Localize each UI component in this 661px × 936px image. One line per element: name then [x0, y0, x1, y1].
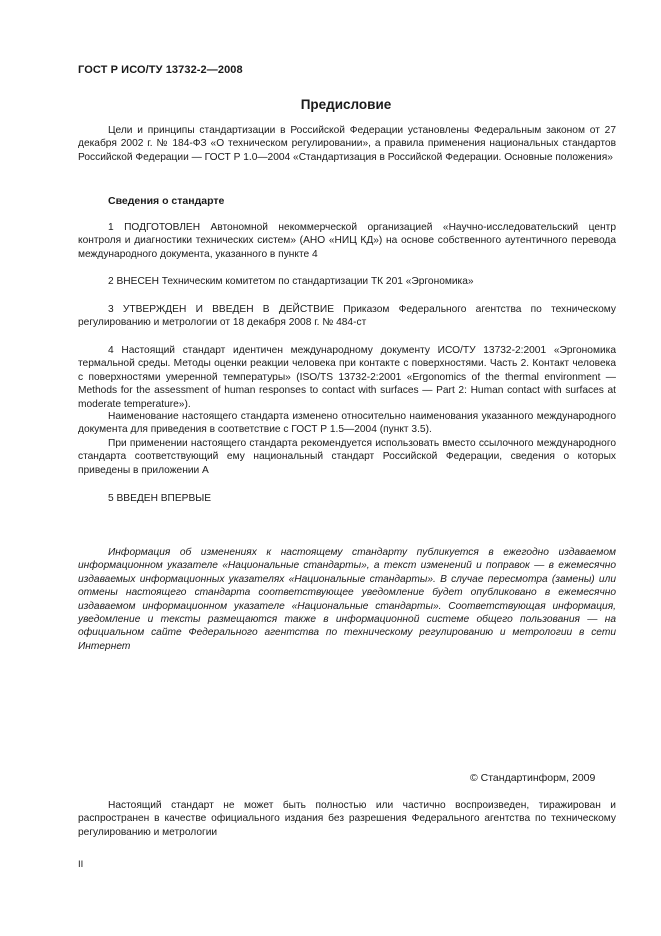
document-code-header: ГОСТ Р ИСО/ТУ 13732-2—2008	[78, 64, 243, 76]
item-1-prepared: 1 ПОДГОТОВЛЕН Автономной некоммерческой организацией «Научно-исследовательский центр контроля и диагностики технических систем» (АНО «НИЦ КД») на основе собственного аутентичного перевода международного документа, указанного в пункте 4	[78, 222, 616, 260]
item-4-identical: 4 Настоящий стандарт идентичен международному документу ИСО/ТУ 13732-2:2001 «Эргономика термальной среды. Методы оценки реакции человека при контакте с поверхностями. Часть 2. Контакт человека с поверхностями умеренной температуры» (ISO/TS 13732-2:2001 «Ergonomics of the thermal environment — Methods for the assessment of human responses to contact with surfaces — Part 2: Human contact with surfaces at moderate temperature»).	[78, 345, 616, 410]
item-4-application: При применении настоящего стандарта рекомендуется использовать вместо ссылочного международного стандарта соответствующий ему национальный стандарт Российской Федерации, сведения о которых приведены в приложении А	[78, 438, 616, 476]
item-4-title-change: Наименование настоящего стандарта изменено относительно наименования указанного международного документа для приведения в соответствие с ГОСТ Р 1.5—2004 (пункт 3.5).	[78, 411, 616, 436]
page-number: II	[78, 859, 84, 870]
item-5-first-introduced: 5 ВВЕДЕН ВПЕРВЫЕ	[108, 493, 212, 504]
section-subheading: Сведения о стандарте	[108, 195, 225, 207]
copyright-line: © Стандартинформ, 2009	[470, 772, 596, 784]
item-2-submitted: 2 ВНЕСЕН Техническим комитетом по стандартизации ТК 201 «Эргономика»	[108, 276, 474, 287]
item-3-approved: 3 УТВЕРЖДЕН И ВВЕДЕН В ДЕЙСТВИЕ Приказом Федерального агентства по техническому регулированию и метрологии от 18 декабря 2008 г. № 484-ст	[78, 304, 616, 329]
reproduction-rights-paragraph: Настоящий стандарт не может быть полностью или частично воспроизведен, тиражирован и распространен в качестве официального издания без разрешения Федерального агентства по техническому регулированию и метрологии	[78, 800, 616, 838]
page-title: Предисловие	[300, 97, 392, 112]
change-notice-paragraph: Информация об изменениях к настоящему стандарту публикуется в ежегодно издаваемом информационном указателе «Национальные стандарты», а текст изменений и поправок — в ежемесячно издаваемых информационных указателях «Национальные стандарты». В случае пересмотра (замены) или отмены настоящего стандарта соответствующее уведомление будет опубликовано в ежемесячно издаваемом информационном указателе «Национальные стандарты». Соответствующая информация, уведомление и тексты размещаются также в информационной системе общего пользования — на официальном сайте Федерального агентства по техническому регулированию и метрологии в сети Интернет	[78, 547, 616, 652]
intro-paragraph: Цели и принципы стандартизации в Российской Федерации установлены Федеральным законом от 27 декабря 2002 г. № 184-ФЗ «О техническом регулировании», а правила применения национальных стандартов Российской Федерации — ГОСТ Р 1.0—2004 «Стандартизация в Российской Федерации. Основные положения»	[78, 125, 616, 163]
